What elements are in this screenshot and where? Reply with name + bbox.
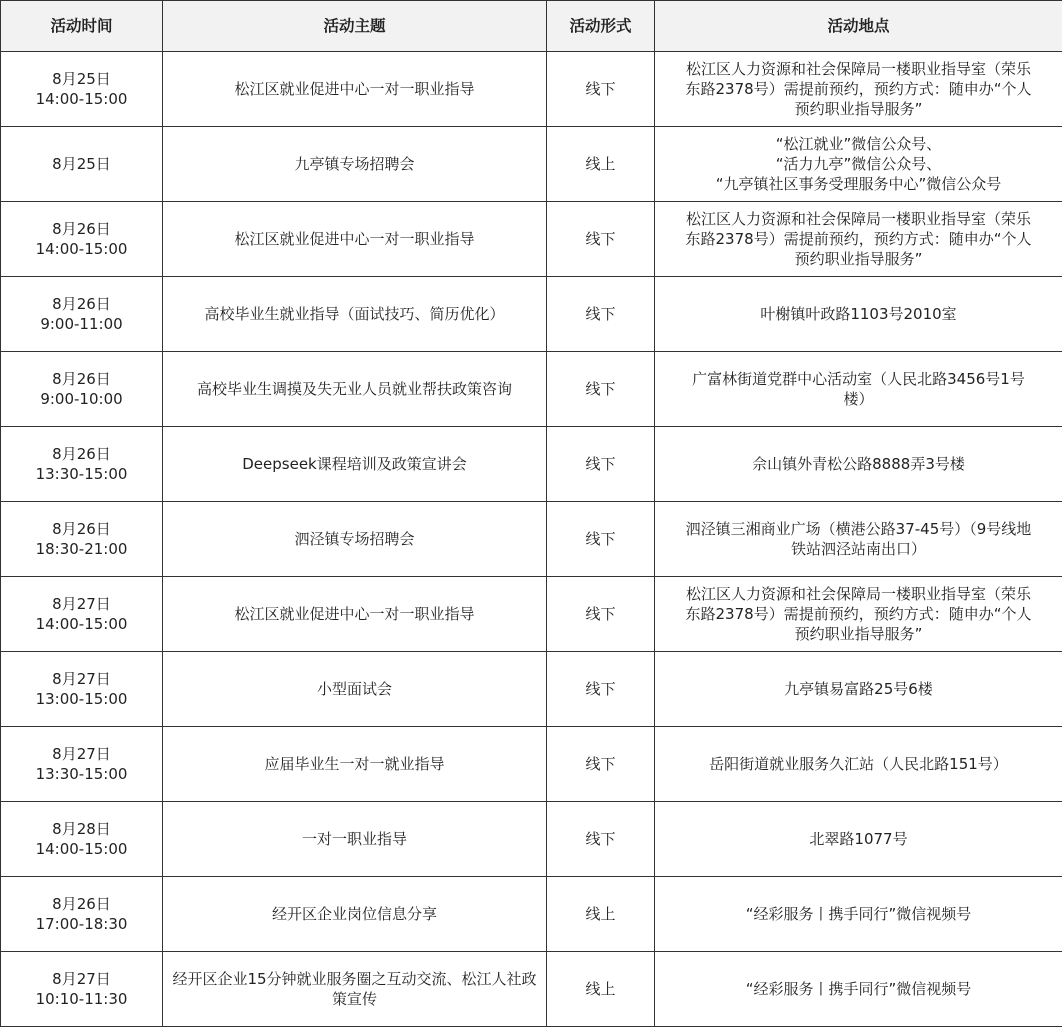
cell-location <box>655 577 1062 652</box>
cell-form: 线下 <box>547 427 655 502</box>
location-line: 预约职业指导服务” <box>794 625 923 643</box>
cell-form: 线上 <box>547 952 655 1027</box>
cell-location <box>655 277 1062 352</box>
event-time: 10:10-11:30 <box>35 990 128 1008</box>
event-time: 13:30-15:00 <box>35 465 128 483</box>
event-time: 17:00-18:30 <box>35 915 128 933</box>
location-line: 泗泾镇三湘商业广场（横港公路37-45号）（9号线地 <box>685 520 1032 538</box>
cell-topic: 松江区就业促进中心一对一职业指导 <box>163 52 547 127</box>
cell-time <box>1 502 163 577</box>
cell-topic: 松江区就业促进中心一对一职业指导 <box>163 202 547 277</box>
cell-location <box>655 877 1062 952</box>
cell-topic: 应届毕业生一对一就业指导 <box>163 727 547 802</box>
event-time: 18:30-21:00 <box>35 540 128 558</box>
location-line: 佘山镇外青松公路8888弄3号楼 <box>752 455 965 473</box>
cell-topic: 高校毕业生就业指导（面试技巧、简历优化） <box>163 277 547 352</box>
event-time: 14:00-15:00 <box>35 615 128 633</box>
cell-time <box>1 652 163 727</box>
event-date: 8月27日 <box>52 670 111 688</box>
location-line: 松江区人力资源和社会保障局一楼职业指导室（荣乐 <box>685 585 1031 603</box>
cell-form: 线下 <box>547 577 655 652</box>
location-line: 九亭镇易富路25号6楼 <box>784 680 933 698</box>
location-line: 东路2378号）需提前预约，预约方式：随申办“个人 <box>685 80 1032 98</box>
table-row <box>1 427 1062 502</box>
event-time: 14:00-15:00 <box>35 840 128 858</box>
cell-form: 线下 <box>547 727 655 802</box>
table-row <box>1 652 1062 727</box>
cell-time <box>1 877 163 952</box>
event-date: 8月27日 <box>52 595 111 613</box>
header-location: 活动地点 <box>655 1 1062 52</box>
cell-location <box>655 352 1062 427</box>
cell-topic: 松江区就业促进中心一对一职业指导 <box>163 577 547 652</box>
location-line: 东路2378号）需提前预约，预约方式：随申办“个人 <box>685 605 1032 623</box>
cell-topic: 泗泾镇专场招聘会 <box>163 502 547 577</box>
cell-form: 线下 <box>547 277 655 352</box>
cell-time <box>1 277 163 352</box>
cell-location <box>655 727 1062 802</box>
cell-time <box>1 127 163 202</box>
location-line: 预约职业指导服务” <box>794 250 923 268</box>
cell-location <box>655 652 1062 727</box>
event-date: 8月26日 <box>52 295 111 313</box>
cell-location <box>655 202 1062 277</box>
cell-form: 线下 <box>547 352 655 427</box>
event-date: 8月26日 <box>52 895 111 913</box>
cell-location <box>655 427 1062 502</box>
cell-time <box>1 427 163 502</box>
location-line: 东路2378号）需提前预约，预约方式：随申办“个人 <box>685 230 1032 248</box>
table-row <box>1 277 1062 352</box>
event-time: 14:00-15:00 <box>35 240 128 258</box>
cell-topic: Deepseek课程培训及政策宣讲会 <box>163 427 547 502</box>
location-line: “经彩服务丨携手同行”微信视频号 <box>745 980 972 998</box>
table-row <box>1 877 1062 952</box>
event-date: 8月25日 <box>52 70 111 88</box>
header-topic: 活动主题 <box>163 1 547 52</box>
event-date: 8月26日 <box>52 220 111 238</box>
header-form: 活动形式 <box>547 1 655 52</box>
event-date: 8月26日 <box>52 520 111 538</box>
table-row <box>1 727 1062 802</box>
event-time: 9:00-11:00 <box>40 315 123 333</box>
table-row <box>1 352 1062 427</box>
table-row <box>1 52 1062 127</box>
event-time: 13:00-15:00 <box>35 690 128 708</box>
cell-topic: 经开区企业15分钟就业服务圈之互动交流、松江人社政策宣传 <box>163 952 547 1027</box>
header-row <box>1 1 1062 52</box>
event-date: 8月26日 <box>52 370 111 388</box>
table-row <box>1 577 1062 652</box>
cell-location <box>655 802 1062 877</box>
cell-location <box>655 952 1062 1027</box>
cell-form: 线上 <box>547 877 655 952</box>
cell-time <box>1 577 163 652</box>
event-date: 8月25日 <box>52 155 111 173</box>
cell-time <box>1 952 163 1027</box>
cell-form: 线下 <box>547 202 655 277</box>
location-line: 广富林街道党群中心活动室（人民北路3456号1号 <box>692 370 1025 388</box>
table-row <box>1 952 1062 1027</box>
table-row <box>1 127 1062 202</box>
table-row <box>1 802 1062 877</box>
header-time: 活动时间 <box>1 1 163 52</box>
cell-time <box>1 727 163 802</box>
location-line: 松江区人力资源和社会保障局一楼职业指导室（荣乐 <box>685 60 1031 78</box>
cell-topic: 九亭镇专场招聘会 <box>163 127 547 202</box>
event-date: 8月27日 <box>52 745 111 763</box>
event-date: 8月26日 <box>52 445 111 463</box>
table-row <box>1 202 1062 277</box>
cell-form: 线下 <box>547 652 655 727</box>
cell-form: 线下 <box>547 802 655 877</box>
location-line: 铁站泗泾站南出口） <box>790 540 926 558</box>
location-line: “经彩服务丨携手同行”微信视频号 <box>745 905 972 923</box>
location-line: 岳阳街道就业服务久汇站（人民北路151号） <box>709 755 1008 773</box>
cell-topic: 经开区企业岗位信息分享 <box>163 877 547 952</box>
cell-form: 线下 <box>547 502 655 577</box>
location-line: 楼） <box>843 390 874 408</box>
location-line: 预约职业指导服务” <box>794 100 923 118</box>
event-time: 14:00-15:00 <box>35 90 128 108</box>
event-time: 9:00-10:00 <box>40 390 123 408</box>
cell-location <box>655 502 1062 577</box>
cell-time <box>1 802 163 877</box>
location-line: “九亭镇社区事务受理服务中心”微信公众号 <box>715 175 1002 193</box>
cell-topic: 小型面试会 <box>163 652 547 727</box>
cell-location <box>655 127 1062 202</box>
cell-topic: 高校毕业生调摸及失无业人员就业帮扶政策咨询 <box>163 352 547 427</box>
cell-time <box>1 352 163 427</box>
cell-time <box>1 202 163 277</box>
cell-form: 线上 <box>547 127 655 202</box>
location-line: “活力九亭”微信公众号、 <box>775 155 942 173</box>
event-date: 8月28日 <box>52 820 111 838</box>
event-date: 8月27日 <box>52 970 111 988</box>
event-time: 13:30-15:00 <box>35 765 128 783</box>
cell-time <box>1 52 163 127</box>
cell-form: 线下 <box>547 52 655 127</box>
cell-topic: 一对一职业指导 <box>163 802 547 877</box>
table-row <box>1 502 1062 577</box>
location-line: 北翠路1077号 <box>809 830 908 848</box>
location-line: “松江就业”微信公众号、 <box>775 135 942 153</box>
cell-location <box>655 52 1062 127</box>
location-line: 松江区人力资源和社会保障局一楼职业指导室（荣乐 <box>685 210 1031 228</box>
location-line: 叶榭镇叶政路1103号2010室 <box>760 305 957 323</box>
